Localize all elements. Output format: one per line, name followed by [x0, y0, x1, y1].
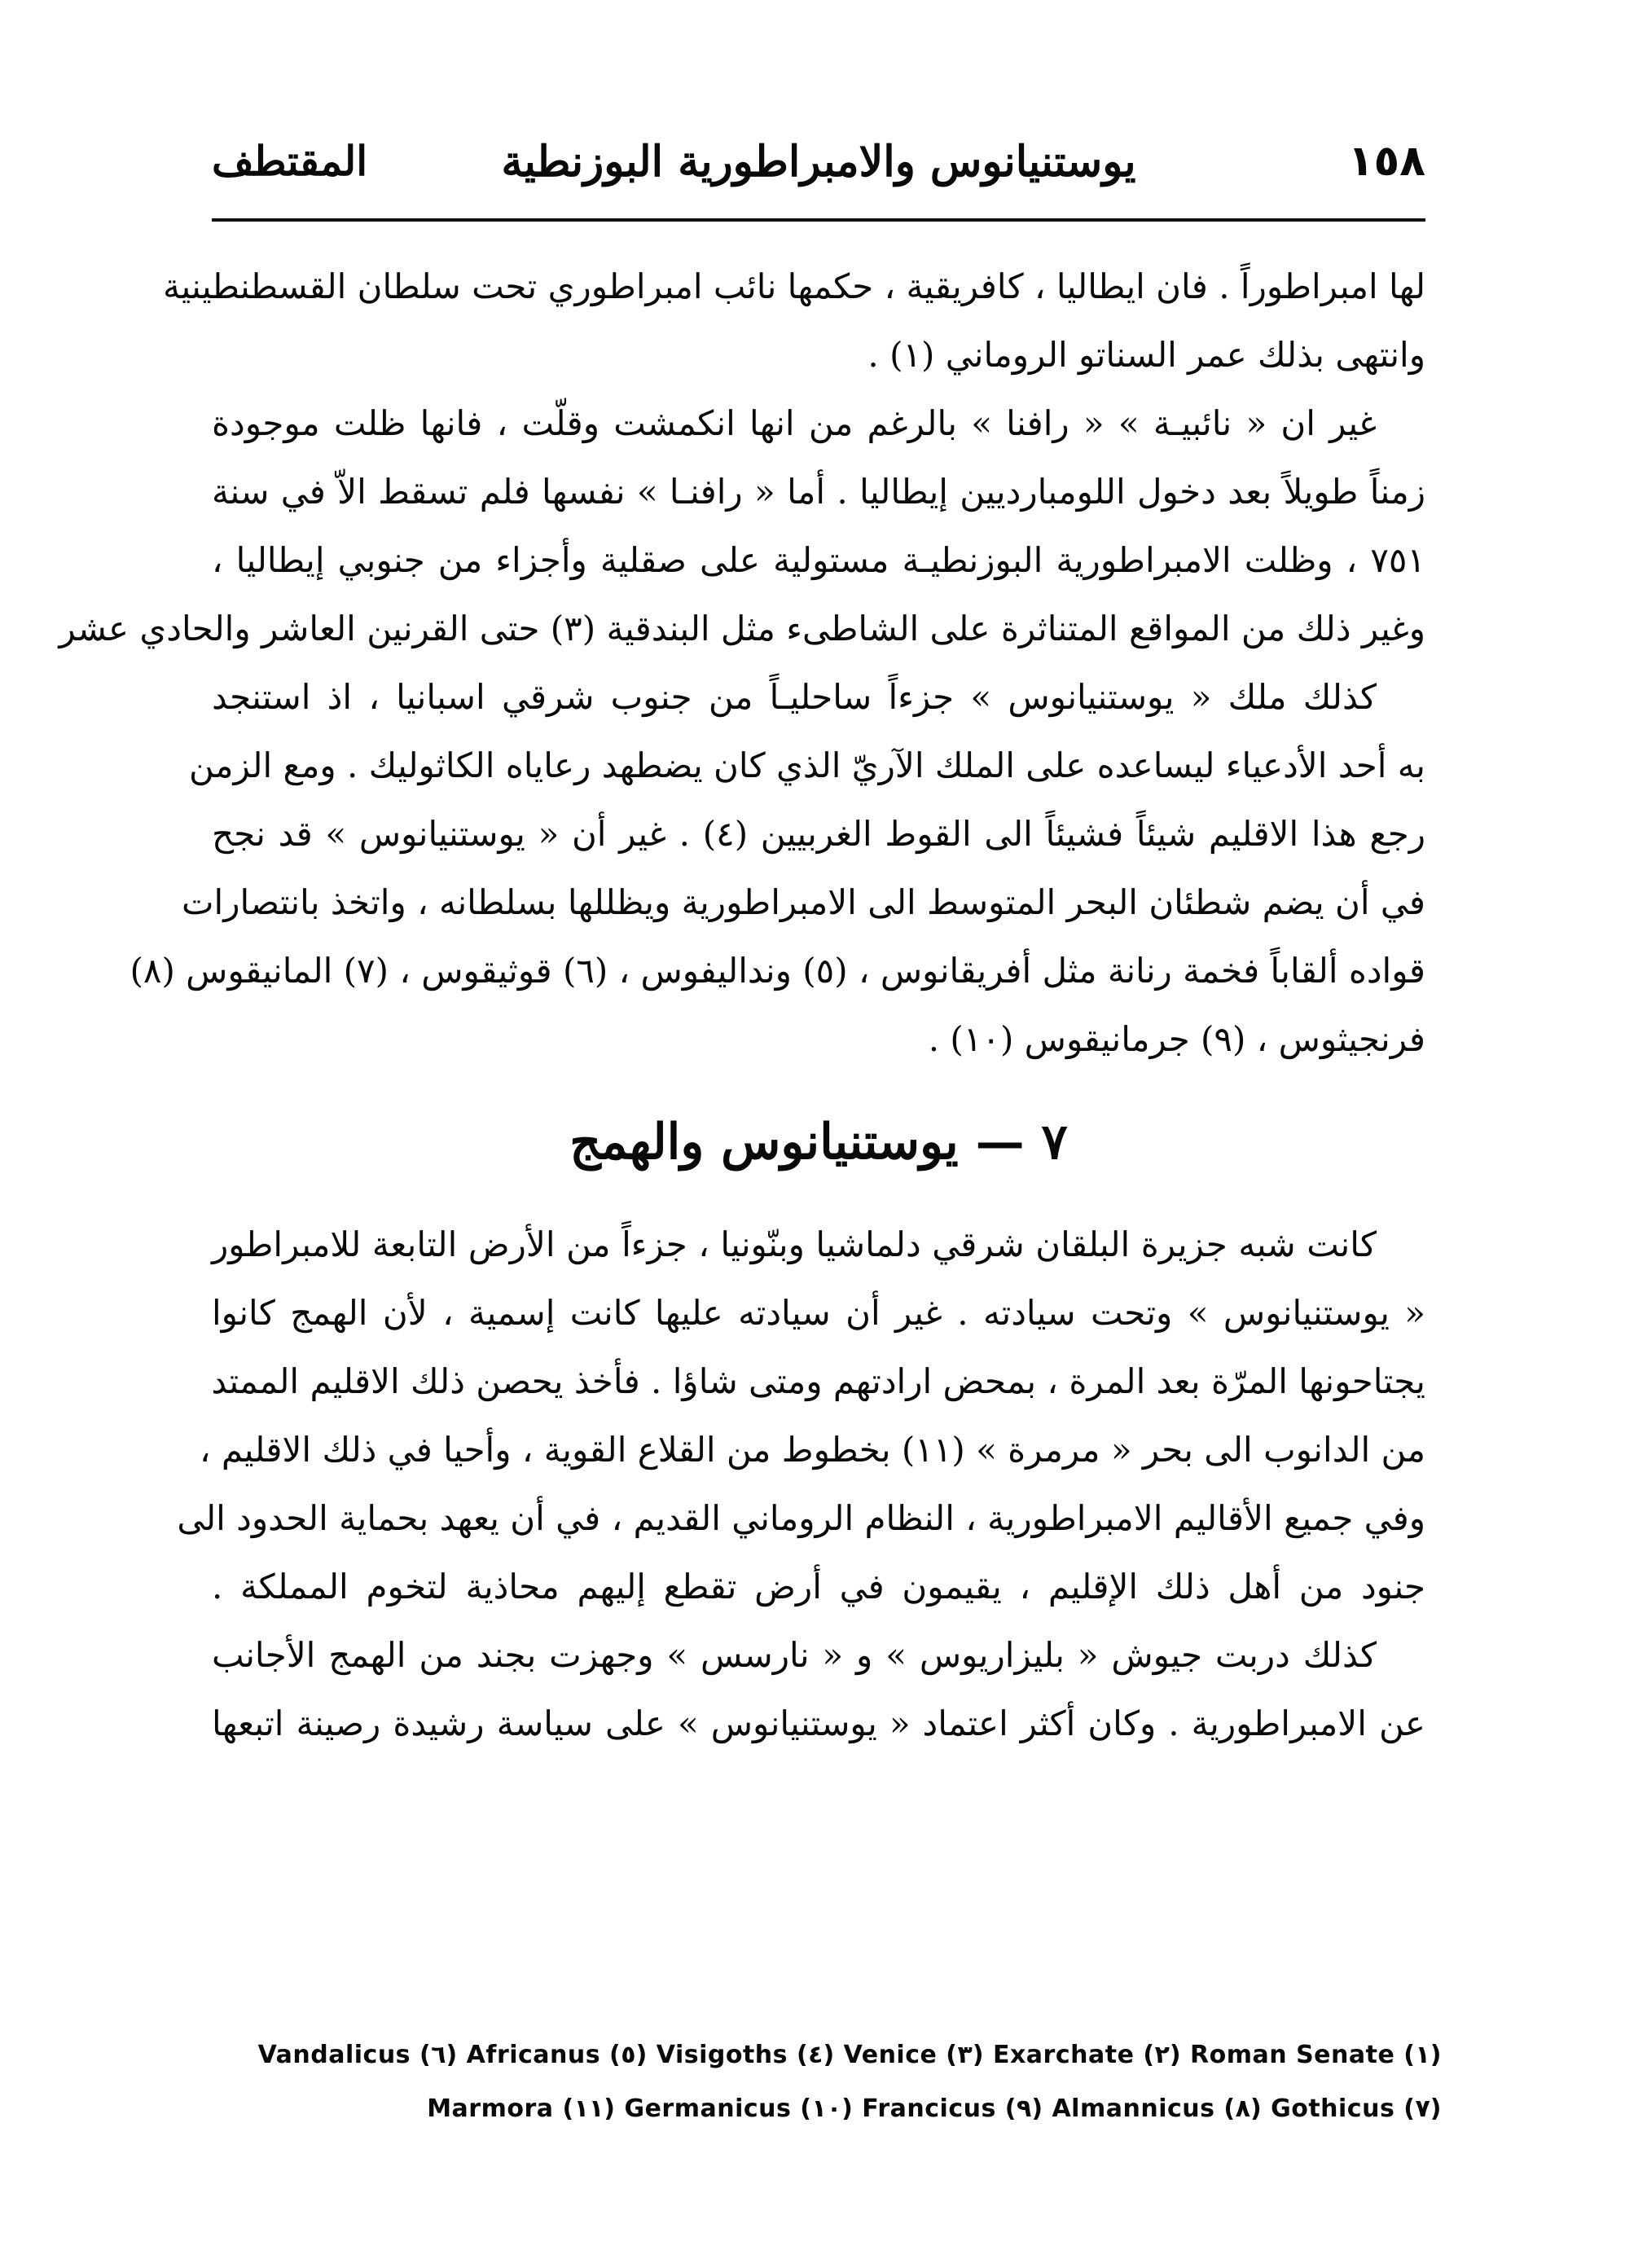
text-line: لها امبراطوراً . فان ايطاليا ، كافريقية ، حكمها نائب امبراطوري تحت سلطان القسطنطينية — [162, 266, 1425, 306]
text-line: عن الامبراطورية . وكان أكثر اعتماد « يوستنيانوس » على سياسة رشيدة رصينة اتبعها — [212, 1703, 1425, 1743]
header-rule — [212, 218, 1425, 222]
text-line: جنود من أهل ذلك الإقليم ، يقيمون في أرض تقطع إليهم محاذية لتخوم المملكة . — [212, 1567, 1425, 1606]
text-line: وفي جميع الأقاليم الامبراطورية ، النظام الروماني القديم ، في أن يعهد بحماية الحدود الى — [177, 1498, 1425, 1538]
page-body — [59, 253, 1425, 1758]
text-line: به أحد الأدعياء ليساعده على الملك الآريّ الذي كان يضطهد رعاياه الكاثوليك . ومع الزمن — [189, 745, 1425, 785]
text-line: كانت شبه جزيرة البلقان شرقي دلماشيا وبنّونيا ، جزءاً من الأرض التابعة للامبراطور — [212, 1224, 1377, 1264]
journal-name: المقتطف — [212, 137, 368, 185]
footnote-line: Marmora (١١) Germanicus (١٠) Francicus (٩) Almannicus (٨) Gothicus (٧) — [427, 2094, 1442, 2123]
text-line: قواده ألقاباً فخمة رنانة مثل أفريقانوس ، (٥) ونداليفوس ، (٦) قوثيقوس ، (٧) المانيقوس (٨) — [130, 951, 1425, 991]
text-line: يجتاحونها المرّة بعد المرة ، بمحض ارادتهم ومتى شاؤا . فأخذ يحصن ذلك الاقليم الممتد — [211, 1361, 1425, 1401]
text-line: من الدانوب الى بحر « مرمرة » (١١) بخطوط من القلاع القوية ، وأحيا في ذلك الاقليم ، — [199, 1430, 1425, 1470]
page-header — [212, 137, 1425, 210]
footnotes — [195, 2028, 1442, 2136]
text-line: في أن يضم شطئان البحر المتوسط الى الامبراطورية ويظللها بسلطانه ، واتخذ بانتصارات — [182, 882, 1425, 922]
text-line: « يوستنيانوس » وتحت سيادته . غير أن سيادته عليها كانت إسمية ، لأن الهمج كانوا — [212, 1293, 1425, 1333]
text-line: كذلك دربت جيوش « بليزاريوس » و « نارسس » وجهزت بجند من الهمج الأجانب — [212, 1635, 1377, 1675]
running-title: يوستنيانوس والامبراطورية البوزنطية — [501, 137, 1136, 187]
text-line: زمناً طويلاً بعد دخول اللومبارديين إيطاليا . أما « رافنـا » نفسها فلم تسقط الاّ في سنة — [212, 472, 1425, 512]
text-line: وانتهى بذلك عمر السناتو الروماني (١) . — [867, 335, 1425, 375]
book-page — [59, 122, 1442, 2208]
text-line: غير ان « نائبيـة » « رافنا » بالرغم من انها انكمشت وقلّت ، فانها ظلت موجودة — [212, 403, 1377, 443]
text-line: وغير ذلك من المواقع المتناثرة على الشاطىء مثل البندقية (٣) حتى القرنين العاشر والحادي عشر — [59, 609, 1425, 648]
text-line: رجع هذا الاقليم شيئاً فشيئاً الى القوط الغربيين (٤) . غير أن « يوستنيانوس » قد نجح — [212, 814, 1425, 854]
text-line: كذلك ملك « يوستنيانوس » جزءاً ساحليـاً من جنوب شرقي اسبانيا ، اذ استنجد — [212, 677, 1377, 717]
page-number: ١٥٨ — [1347, 137, 1425, 186]
footnote-line: Vandalicus (٦) Africanus (٥) Visigoths (٤) Venice (٣) Exarchate (٢) Roman Senate (١) — [257, 2041, 1442, 2069]
text-line: فرنجيثوس ، (٩) جرمانيقوس (١٠) . — [928, 1019, 1425, 1059]
text-line: ٧٥١ ، وظلت الامبراطورية البوزنطيـة مستولية على صقلية وأجزاء من جنوبي إيطاليا ، — [212, 540, 1425, 580]
section-heading: ٧ — يوستنيانوس والهمج — [569, 1114, 1068, 1171]
